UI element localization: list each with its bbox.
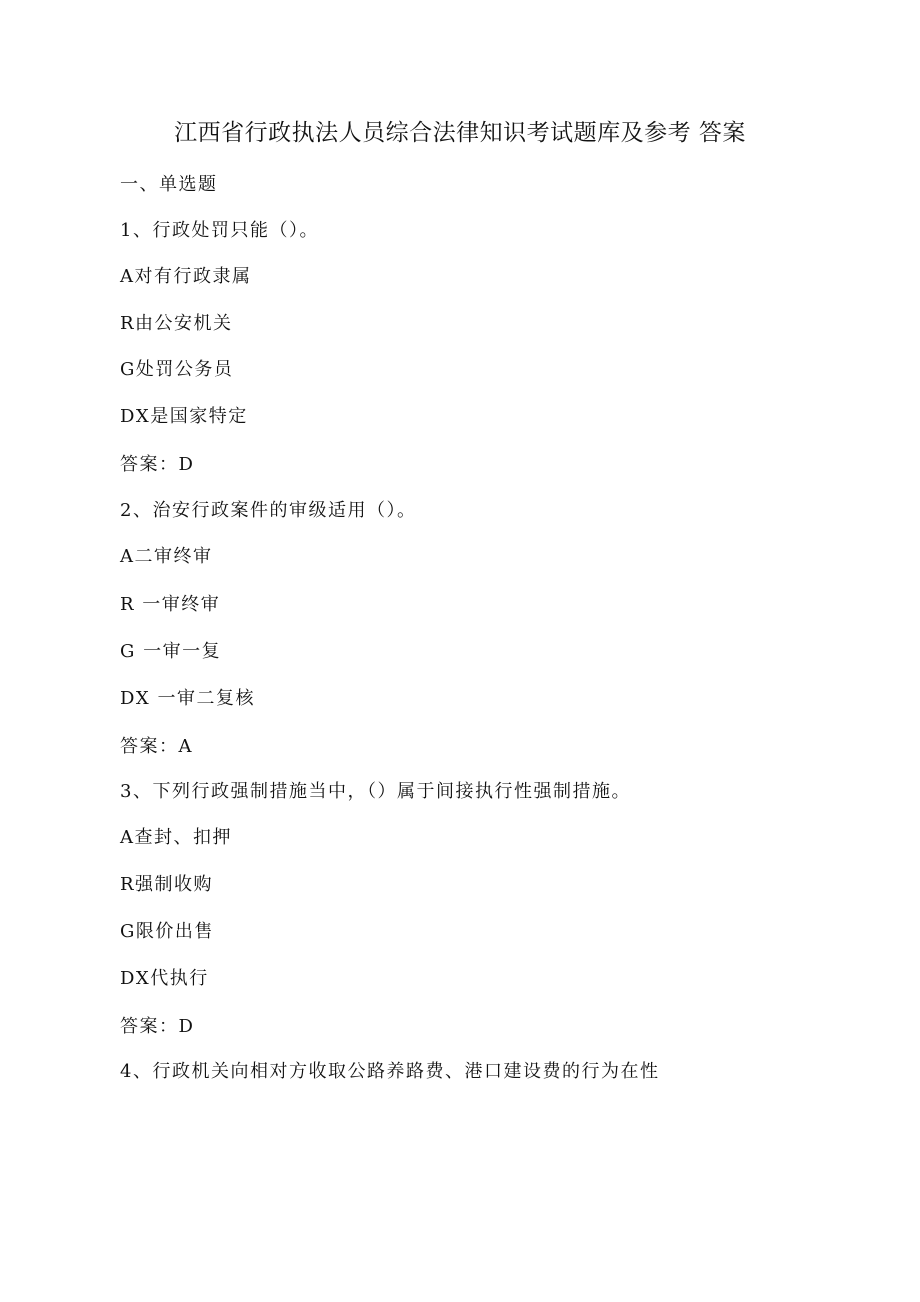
question-2-option-c: G 一审一复 [120, 641, 222, 662]
question-2-option-d: DX 一审二复核 [120, 688, 255, 709]
question-1-stem: 1、行政处罚只能（）。 [120, 220, 319, 241]
question-3-option-b: R强制收购 [120, 874, 214, 895]
question-3-stem: 3、下列行政强制措施当中，（）属于间接执行性强制措施。 [120, 781, 631, 802]
question-1-option-b: R由公安机关 [120, 313, 233, 334]
question-3-option-a: A查封、扣押 [120, 827, 232, 848]
question-2-option-a: A二审终审 [120, 546, 213, 567]
question-1-option-c: G处罚公务员 [120, 359, 234, 380]
document-title: 江西省行政执法人员综合法律知识考试题库及参考 答案 [174, 120, 746, 146]
question-1-option-a: A对有行政隶属 [120, 266, 252, 287]
question-1-option-d: DX是国家特定 [120, 406, 248, 427]
question-1-answer: 答案：D [120, 454, 195, 475]
question-2-option-b: R 一审终审 [120, 594, 221, 615]
question-3-answer: 答案：D [120, 1016, 195, 1037]
question-2-answer: 答案：A [120, 736, 193, 757]
question-3-option-c: G限价出售 [120, 921, 214, 942]
question-3-option-d: DX代执行 [120, 968, 209, 989]
question-4-stem: 4、行政机关向相对方收取公路养路费、港口建设费的行为在性 [120, 1061, 660, 1082]
section-heading: 一、单选题 [120, 174, 218, 195]
question-2-stem: 2、治安行政案件的审级适用（）。 [120, 500, 417, 521]
